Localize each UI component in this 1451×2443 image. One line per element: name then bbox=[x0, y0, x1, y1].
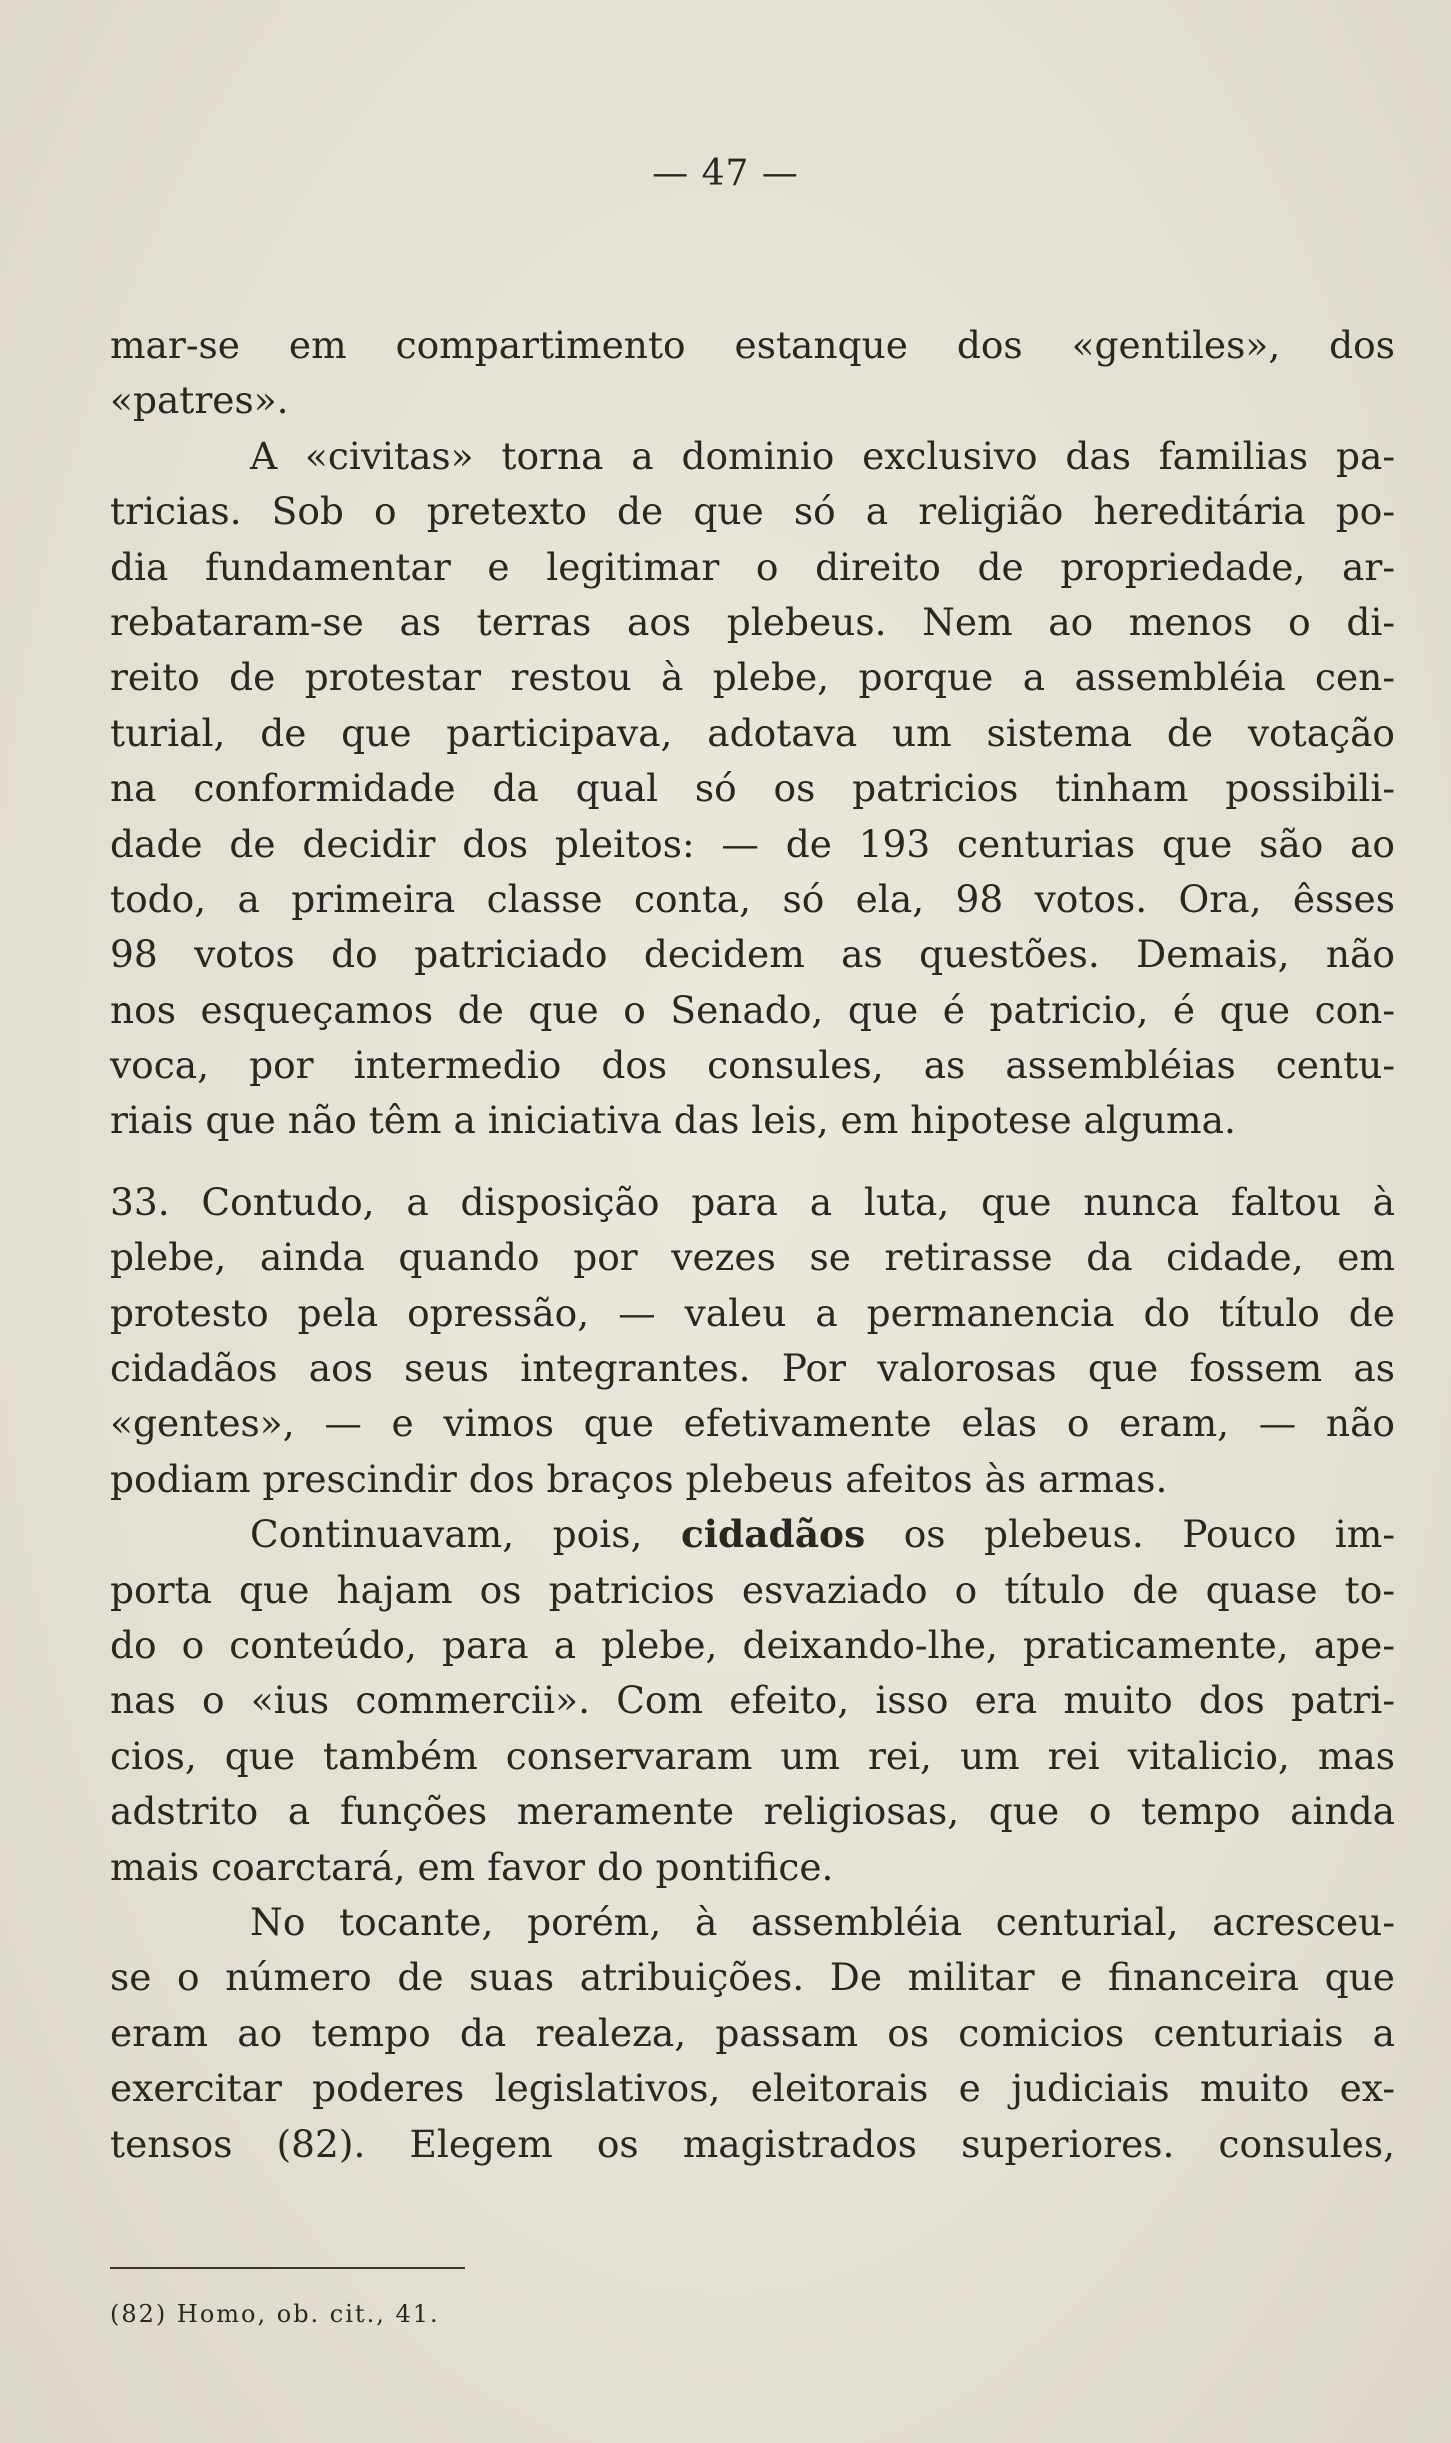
text-line: nas o «ius commercii». Com efeito, isso era muito dos patri- bbox=[110, 1678, 1395, 1723]
text-line: nos esqueçamos de que o Senado, que é patricio, é que con- bbox=[110, 987, 1395, 1032]
text-line: No tocante, porém, à assembléia centurial, acresceu- bbox=[250, 1899, 1395, 1944]
text-line: cidadãos aos seus integrantes. Por valorosas que fossem as bbox=[110, 1346, 1395, 1391]
text-line: 33. Contudo, a disposição para a luta, que nunca faltou à bbox=[110, 1179, 1395, 1224]
text-line: reito de protestar restou à plebe, porque a assembléia cen- bbox=[110, 655, 1395, 700]
text-line: plebe, ainda quando por vezes se retirasse da cidade, em bbox=[110, 1235, 1395, 1280]
text-line: mais coarctará, em favor do pontifice. bbox=[110, 1844, 834, 1889]
text-line: Continuavam, pois, cidadãos os plebeus. Pouco im- bbox=[250, 1512, 1396, 1557]
text-line: voca, por intermedio dos consules, as assembléias centu- bbox=[110, 1043, 1395, 1088]
text-line: tensos (82). Elegem os magistrados superiores. consules, bbox=[110, 2121, 1395, 2166]
text-line: 98 votos do patriciado decidem as questões. Demais, não bbox=[110, 932, 1395, 977]
text-line: eram ao tempo da realeza, passam os comicios centuriais a bbox=[110, 2010, 1395, 2055]
paragraph-gap bbox=[110, 1149, 1395, 1175]
text-line: turial, de que participava, adotava um sistema de votação bbox=[110, 710, 1395, 755]
text-line: dia fundamentar e legitimar o direito de propriedade, ar- bbox=[110, 544, 1395, 589]
text-line: na conformidade da qual só os patricios tinham possibili- bbox=[110, 766, 1395, 811]
text-line: cios, que também conservaram um rei, um rei vitalicio, mas bbox=[110, 1733, 1395, 1778]
text-line: se o número de suas atribuições. De militar e financeira que bbox=[110, 1955, 1395, 2000]
text-line: rebataram-se as terras aos plebeus. Nem ao menos o di- bbox=[110, 599, 1395, 644]
text-line: exercitar poderes legislativos, eleitorais e judiciais muito ex- bbox=[110, 2066, 1395, 2111]
text-line: «gentes», — e vimos que efetivamente elas o eram, — não bbox=[110, 1401, 1395, 1446]
page-number: — 47 — bbox=[652, 153, 799, 194]
text-line: tricias. Sob o pretexto de que só a religião hereditária po- bbox=[110, 489, 1395, 534]
body-text bbox=[110, 318, 1395, 2172]
text-line: porta que hajam os patricios esvaziado o título de quase to- bbox=[110, 1567, 1395, 1612]
text-line: A «civitas» torna a dominio exclusivo das familias pa- bbox=[250, 433, 1395, 478]
bold-term: cidadãos bbox=[680, 1512, 866, 1557]
text-line: dade de decidir dos pleitos: — de 193 centurias que são ao bbox=[110, 821, 1395, 866]
text-line: todo, a primeira classe conta, só ela, 98 votos. Ora, êsses bbox=[110, 876, 1395, 921]
text-line: do o conteúdo, para a plebe, deixando-lhe, praticamente, ape- bbox=[110, 1622, 1395, 1667]
text-line: riais que não têm a iniciativa das leis, em hipotese alguma. bbox=[110, 1098, 1236, 1143]
footnote: (82) Homo, ob. cit., 41. bbox=[110, 2300, 440, 2328]
text-line: podiam prescindir dos braços plebeus afeitos às armas. bbox=[110, 1456, 1168, 1501]
text-line: mar-se em compartimento estanque dos «gentiles», dos bbox=[110, 323, 1395, 367]
footnote-divider bbox=[110, 2267, 465, 2269]
text-line: «patres». bbox=[110, 378, 289, 423]
text-line: adstrito a funções meramente religiosas, que o tempo ainda bbox=[110, 1789, 1395, 1834]
text-line: protesto pela opressão, — valeu a permanencia do título de bbox=[110, 1290, 1395, 1335]
